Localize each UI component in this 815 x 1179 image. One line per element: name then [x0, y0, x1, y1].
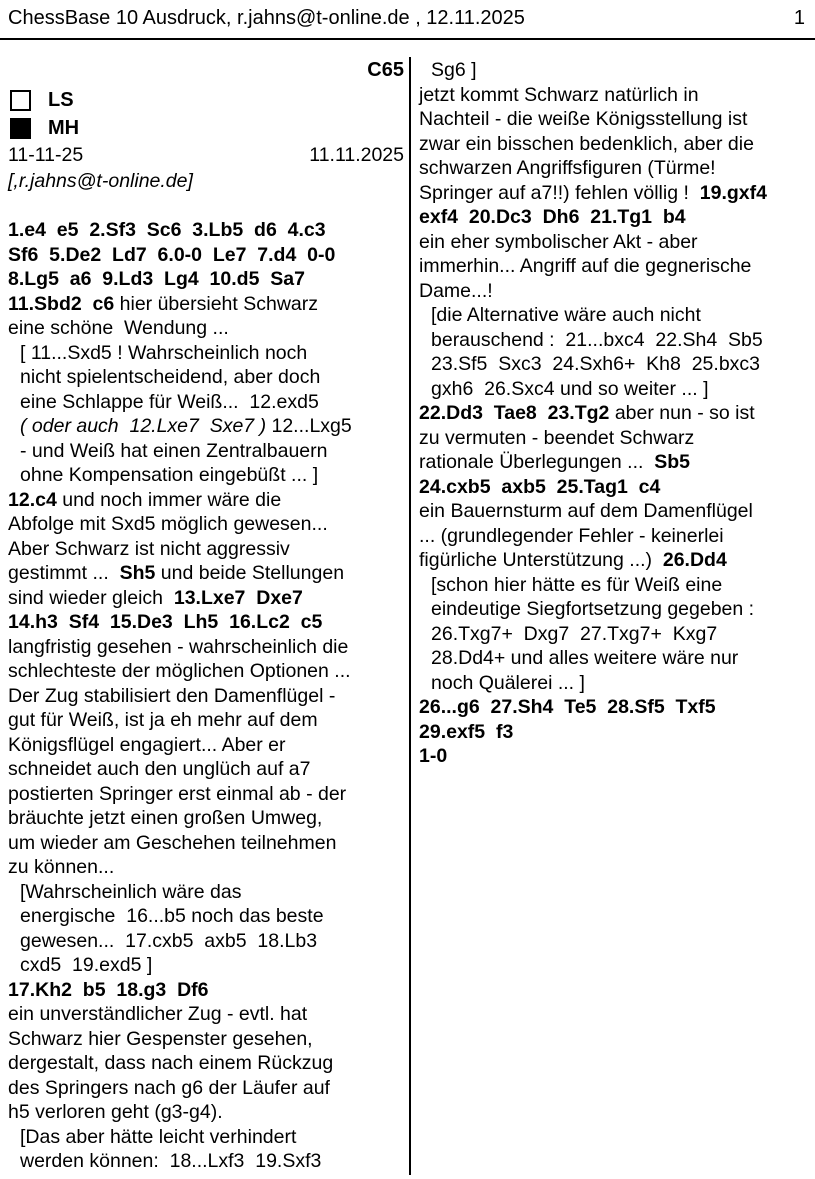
notation-line — [8, 267, 404, 292]
notation-line — [8, 684, 404, 709]
page-number: 1 — [793, 7, 805, 29]
annotation-text: [Das aber hätte leicht verhindert — [20, 1125, 297, 1148]
move-text: 26.Dd4 — [662, 549, 727, 571]
annotation-text: [die Alternative wäre auch nicht — [431, 304, 701, 326]
black-player-name: MH — [48, 116, 80, 139]
notation-line — [419, 622, 811, 647]
move-text: 8.Lg5 a6 9.Ld3 Lg4 10.d5 Sa7 — [8, 268, 305, 290]
annotation-text: eine Schlappe für Weiß... 12.exd5 — [20, 390, 319, 413]
column-divider — [409, 57, 411, 1175]
notation-line — [419, 83, 811, 108]
annotation-text: gestimmt ... — [8, 562, 120, 584]
annotation-text: Dame...! — [419, 279, 493, 302]
eco-code: C65 — [367, 59, 404, 81]
header-title: ChessBase 10 Ausdruck, r.jahns@t-online.de , 12.11.2025 — [8, 7, 525, 29]
left-column — [8, 58, 404, 1174]
notation-line — [419, 744, 811, 769]
move-text: 14.h3 Sf4 15.De3 Lh5 16.Lc2 c5 — [8, 611, 323, 633]
move-text: 22.Dd3 Tae8 23.Tg2 — [419, 402, 610, 424]
annotation-text: - und Weiß hat einen Zentralbauern — [20, 439, 328, 462]
annotation-text: zu vermuten - beendet Schwarz — [419, 426, 695, 449]
notation-line — [8, 292, 404, 317]
notation-line — [8, 733, 404, 758]
notation-line — [8, 782, 404, 807]
source-annotator: [,r.jahns@t-online.de] — [8, 170, 193, 192]
move-text: Sb5 — [654, 451, 691, 473]
annotation-text: Schwarz hier Gespenster gesehen, — [8, 1027, 313, 1050]
annotation-text: energische 16...b5 noch das beste — [20, 905, 324, 927]
notation-line — [8, 1051, 404, 1076]
notation-line — [419, 156, 811, 181]
annotation-text: immerhin... Angriff auf die gegnerische — [419, 255, 752, 277]
notation-line — [8, 341, 404, 366]
annotation-text: hier übersieht Schwarz — [114, 292, 318, 315]
move-text: 13.Lxe7 Dxe7 — [173, 586, 303, 609]
notation-line — [8, 953, 404, 978]
annotation-text: gxh6 26.Sxc4 und so weiter ... ] — [431, 377, 709, 400]
notation-right — [419, 58, 811, 769]
notation-line — [8, 904, 404, 929]
notation-line — [8, 1100, 404, 1125]
notation-line — [8, 635, 404, 660]
notation-line — [8, 1076, 404, 1101]
move-text: Sf6 5.De2 Ld7 6.0-0 Le7 7.d4 0-0 — [8, 243, 336, 266]
move-text: Sh5 — [119, 562, 156, 584]
notation-line — [8, 390, 404, 415]
move-text: 29.exf5 f3 — [419, 720, 514, 743]
move-text: exf4 20.Dc3 Dh6 21.Tg1 b4 — [419, 206, 686, 228]
notation-line — [8, 1149, 404, 1174]
move-text: 11.Sbd2 c6 — [8, 292, 115, 315]
notation-line — [419, 548, 811, 573]
annotation-text: aber nun - so ist — [609, 402, 755, 424]
notation-line — [419, 377, 811, 402]
notation-line — [419, 132, 811, 157]
notation-line — [8, 806, 404, 831]
annotation-text: 26.Txg7+ Dxg7 27.Txg7+ Kxg7 — [431, 622, 718, 645]
notation-line — [419, 475, 811, 500]
annotation-text: gewesen... 17.cxb5 axb5 18.Lb3 — [20, 929, 318, 952]
black-player-row — [8, 114, 404, 142]
notation-line — [8, 880, 404, 905]
move-text: 1-0 — [419, 745, 448, 767]
notation-line — [419, 205, 811, 230]
notation-line — [419, 720, 811, 745]
annotation-text: postierten Springer erst einmal ab - der — [8, 782, 347, 805]
annotation-text: ein unverständlicher Zug - evtl. hat — [8, 1003, 308, 1025]
notation-line — [8, 610, 404, 635]
annotation-text: ( oder auch 12.Lxe7 Sxe7 ) — [20, 415, 267, 437]
annotation-text: 12...Lxg5 — [266, 415, 352, 437]
notation-line — [8, 561, 404, 586]
annotation-text: Königsflügel engagiert... Aber er — [8, 733, 286, 756]
white-square-icon — [10, 90, 31, 111]
annotation-text: noch Quälerei ... ] — [431, 671, 585, 694]
annotation-text: cxd5 19.exd5 ] — [20, 954, 153, 976]
annotation-text: ein eher symbolischer Akt - aber — [419, 230, 698, 253]
annotation-text: [ 11...Sxd5 ! Wahrscheinlich noch — [20, 341, 308, 364]
notation-line — [8, 488, 404, 513]
annotation-text: eine schöne Wendung ... — [8, 317, 229, 339]
notation-line — [8, 1125, 404, 1150]
move-text: 24.cxb5 axb5 25.Tag1 c4 — [419, 475, 661, 498]
notation-line — [419, 107, 811, 132]
annotation-text: ohne Kompensation eingebüßt ... ] — [20, 464, 319, 486]
annotation-text: schlechteste der möglichen Optionen ... — [8, 660, 351, 682]
annotation-text: langfristig gesehen - wahrscheinlich die — [8, 635, 349, 658]
annotation-text: rationale Überlegungen ... — [419, 451, 655, 473]
annotation-text: zu können... — [8, 856, 115, 878]
notation-line — [419, 671, 811, 696]
notation-line — [8, 708, 404, 733]
notation-line — [8, 243, 404, 268]
move-text: 26...g6 27.Sh4 Te5 28.Sf5 Txf5 — [419, 696, 716, 718]
notation-line — [419, 181, 811, 206]
move-text: 1.e4 e5 2.Sf3 Sc6 3.Lb5 d6 4.c3 — [8, 219, 326, 241]
annotation-text: Abfolge mit Sxd5 möglich gewesen... — [8, 513, 328, 535]
annotation-text: des Springers nach g6 der Läufer auf — [8, 1076, 330, 1099]
notation-line — [8, 316, 404, 341]
notation-line — [419, 646, 811, 671]
black-square-icon — [10, 118, 31, 139]
annotation-text: ein Bauernsturm auf dem Damenflügel — [419, 500, 753, 522]
notation-line — [419, 524, 811, 549]
notation-line — [419, 573, 811, 598]
annotation-text: bräuchte jetzt einen großen Umweg, — [8, 807, 323, 829]
annotation-text: Nachteil - die weiße Königsstellung ist — [419, 108, 748, 130]
annotation-text: schneidet auch den unglüch auf a7 — [8, 758, 311, 780]
annotation-text: Der Zug stabilisiert den Damenflügel - — [8, 684, 336, 707]
annotation-text: um wieder am Geschehen teilnehmen — [8, 831, 337, 854]
annotation-text: zwar ein bisschen bedenklich, aber die — [419, 132, 754, 155]
notation-line — [419, 303, 811, 328]
annotation-text: nicht spielentscheidend, aber doch — [20, 366, 321, 388]
annotation-text: dergestalt, dass nach einem Rückzug — [8, 1052, 334, 1074]
annotation-text: gut für Weiß, ist ja eh mehr auf dem — [8, 709, 318, 731]
annotation-text: 28.Dd4+ und alles weitere wäre nur — [431, 647, 739, 669]
print-header — [8, 7, 805, 30]
notation-line — [419, 328, 811, 353]
annotation-text: werden können: 18...Lxf3 19.Sxf3 — [20, 1150, 322, 1172]
header-rule — [0, 38, 815, 40]
notation-line — [419, 401, 811, 426]
notation-line — [8, 218, 404, 243]
notation-line — [419, 352, 811, 377]
notation-line — [8, 1002, 404, 1027]
notation-line — [419, 426, 811, 451]
annotation-text: sind wieder gleich — [8, 586, 174, 609]
annotation-text: 23.Sf5 Sxc3 24.Sxh6+ Kh8 25.bxc3 — [431, 353, 761, 375]
notation-line — [419, 450, 811, 475]
notation-line — [419, 58, 811, 83]
move-text: 17.Kh2 b5 18.g3 Df6 — [8, 978, 209, 1001]
notation-line — [419, 254, 811, 279]
annotation-text: Springer auf a7!!) fehlen völlig ! — [419, 181, 700, 204]
notation-line — [419, 230, 811, 255]
annotation-text: ... (grundlegender Fehler - keinerlei — [419, 524, 724, 547]
notation-line — [8, 414, 404, 439]
notation-line — [419, 695, 811, 720]
annotation-text: Sg6 ] — [431, 59, 477, 81]
event-name: 11-11-25 — [8, 144, 84, 166]
notation-line — [419, 279, 811, 304]
notation-line — [8, 512, 404, 537]
annotation-text: berauschend : 21...bxc4 22.Sh4 Sb5 — [431, 328, 763, 351]
right-column — [419, 58, 811, 769]
notation-line — [8, 978, 404, 1003]
notation-line — [8, 659, 404, 684]
notation-line — [8, 586, 404, 611]
move-text: 12.c4 — [8, 488, 57, 511]
notation-line — [8, 463, 404, 488]
notation-line — [8, 537, 404, 562]
notation-line — [8, 855, 404, 880]
white-player-row — [8, 86, 404, 114]
notation-line — [8, 365, 404, 390]
annotation-text: und noch immer wäre die — [56, 488, 282, 511]
notation-line — [419, 499, 811, 524]
annotation-text: [Wahrscheinlich wäre das — [20, 880, 242, 903]
spacer — [8, 196, 404, 218]
annotation-text: jetzt kommt Schwarz natürlich in — [419, 83, 699, 106]
annotation-text: figürliche Unterstützung ...) — [419, 549, 663, 571]
white-player-name: LS — [48, 88, 74, 111]
notation-line — [8, 929, 404, 954]
annotation-text: h5 verloren geht (g3-g4). — [8, 1101, 223, 1123]
annotation-text: eindeutige Siegfortsetzung gegeben : — [431, 598, 755, 620]
event-date-row — [8, 142, 404, 169]
notation-line — [8, 757, 404, 782]
notation-line — [8, 439, 404, 464]
annotation-text: und beide Stellungen — [155, 562, 345, 584]
notation-line — [419, 597, 811, 622]
game-date: 11.11.2025 — [309, 144, 404, 166]
notation-line — [8, 831, 404, 856]
annotation-text: schwarzen Angriffsfiguren (Türme! — [419, 157, 716, 179]
annotation-text: [schon hier hätte es für Weiß eine — [431, 573, 723, 596]
notation-left — [8, 218, 404, 1174]
move-text: 19.gxf4 — [699, 181, 767, 204]
annotation-text: Aber Schwarz ist nicht aggressiv — [8, 537, 290, 560]
notation-line — [8, 1027, 404, 1052]
